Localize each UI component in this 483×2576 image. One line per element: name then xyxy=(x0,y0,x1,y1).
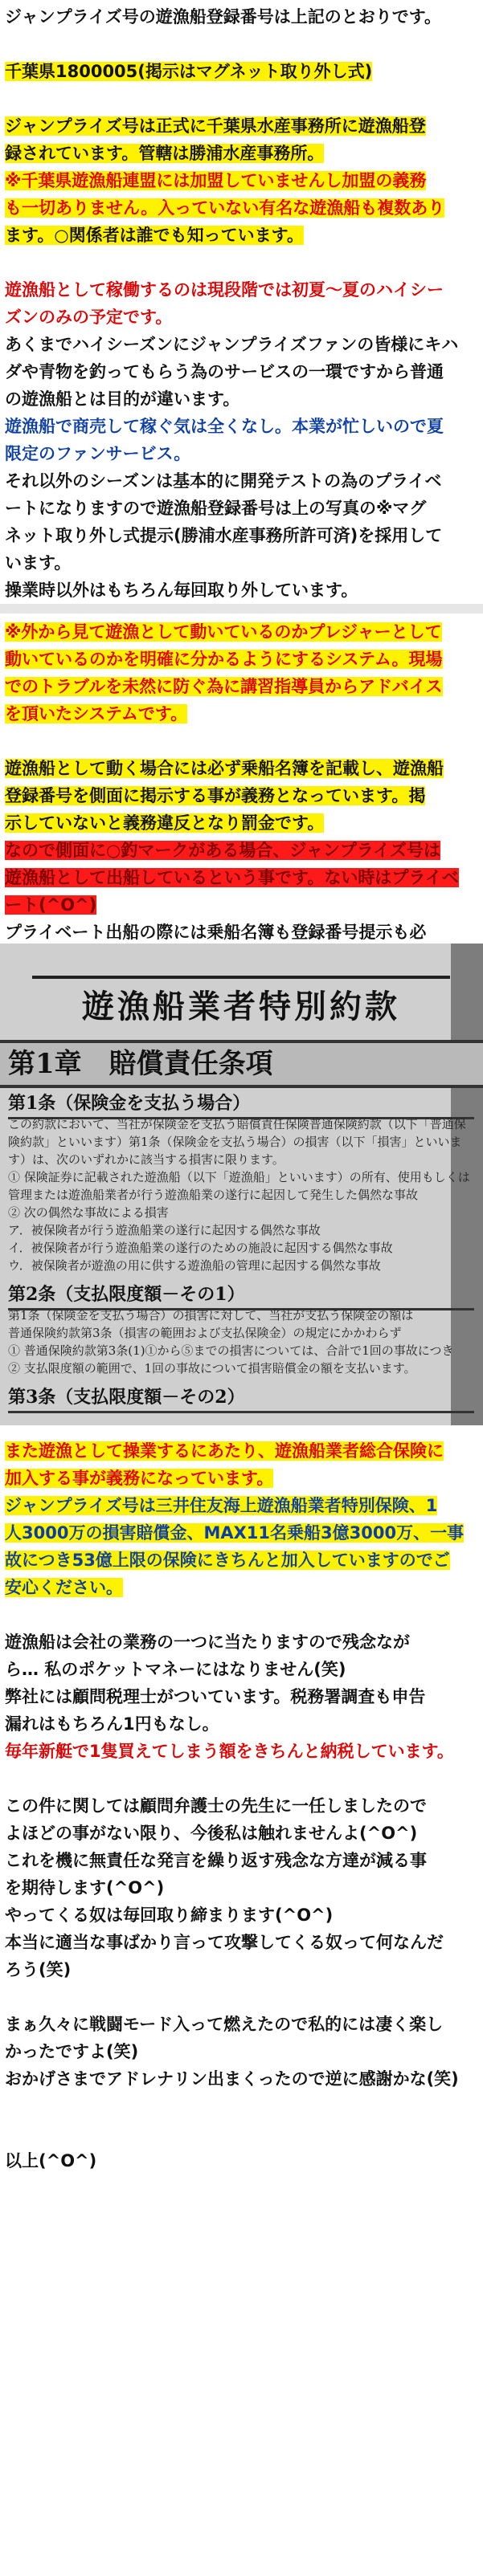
text-line: プライベート出船の際には乗船名簿も登録番号提示も必 xyxy=(5,923,427,942)
text-line: を頂いたシステムです。 xyxy=(5,704,188,723)
article-2-heading: 第2条（支払限度額－その1） xyxy=(8,1281,474,1310)
scanned-insurance-document xyxy=(0,944,483,1425)
text-line: 遊漁船として出船しているという事です。ない時はプライベ xyxy=(5,868,459,887)
text-line: 遊漁船は会社の業務の一つに当たりますので残念なが xyxy=(5,1632,410,1652)
text-line: よほどの事がない限り、今後私は触れませんよ(^O^) xyxy=(5,1824,418,1843)
document-line: す）は、次のいずれかに該当する損害に限ります。 xyxy=(8,1152,284,1167)
text-line xyxy=(5,85,477,112)
text-line: まぁ久々に戦闘モード入って燃えたので私的には凄く楽し xyxy=(5,2015,444,2034)
notice-section-2 xyxy=(5,618,477,973)
text-line: を期待します(^O^) xyxy=(5,1878,165,1897)
article-3-heading: 第3条（支払限度額－その2） xyxy=(8,1384,474,1413)
document-line: 管理または遊漁船業者が行う遊漁船業の遂行に起因して発生した偶然な事故 xyxy=(8,1188,419,1202)
text-line: ズンのみの予定です。 xyxy=(5,308,173,327)
document-line: ア．被保険者が行う遊漁船業の遂行に起因する偶然な事故 xyxy=(8,1223,321,1237)
text-line: ジャンプライズ号の遊漁船登録番号は上記のとおりです。 xyxy=(5,7,442,26)
text-line: それ以外のシーズンは基本的に開発テストの為のプライベ xyxy=(5,471,442,491)
text-line: 限定のファンサービス。 xyxy=(5,444,191,463)
text-line: ダや青物を釣ってもらう為のサービスの一環ですから普通 xyxy=(5,362,444,381)
document-line: ② 次の偶然な事故による損害 xyxy=(8,1205,169,1220)
document-line: ① 保険証券に記載された遊漁船（以下「遊漁船」といいます）の所有、使用もしくは xyxy=(8,1170,470,1184)
text-line: ジャンプライズ号は三井住友海上遊漁船業者特別保険、1 xyxy=(5,1496,438,1515)
article-2-text xyxy=(8,1306,474,1377)
text-line xyxy=(5,2093,477,2120)
text-line: 遊漁船として稼働するのは現段階では初夏〜夏のハイシー xyxy=(5,280,444,300)
text-line: ジャンプライズ号は正式に千葉県水産事務所に遊漁船登 xyxy=(5,116,426,136)
text-line xyxy=(5,249,477,276)
notice-section-1 xyxy=(5,3,477,604)
text-line: ートになりますので遊漁船登録番号は上の写真の※マグ xyxy=(5,499,427,518)
text-line: 示していないと義務違反となり罰金です。 xyxy=(5,813,325,833)
text-line xyxy=(5,1983,477,2011)
document-line: 第1条（保険金を支払う場合）の損害に対して、当社が支払う保険金の額は xyxy=(8,1308,414,1323)
document-line: ① 普通保険約款第3条(1)①から⑤までの損害については、合計で1回の事故につき xyxy=(8,1343,454,1358)
text-line xyxy=(5,728,477,755)
document-line: ウ．被保険者が遊漁の用に供する遊漁船の管理に起因する偶然な事故 xyxy=(8,1258,381,1273)
article-1-heading: 第1条（保険金を支払う場合） xyxy=(8,1090,474,1119)
article-1-text xyxy=(8,1115,474,1274)
document-line: 普通保険約款第3条（損害の範囲および支払保険金）の規定にかかわらず xyxy=(8,1326,402,1340)
document-line: この約款において、当社が保険金を支払う賠償責任保険普通保険約款（以下「普通保 xyxy=(8,1117,466,1131)
text-line: 本当に適当な事ばかり言って攻撃してくる奴って何なんだ xyxy=(5,1933,444,1952)
text-line: 以上(^O^) xyxy=(5,2151,97,2170)
text-line: ろう(笑) xyxy=(5,1960,72,1979)
text-line: ※外から見て遊漁として動いているのかプレジャーとして xyxy=(5,622,442,642)
text-line: 安心ください。 xyxy=(5,1578,123,1597)
text-line: なので側面に○釣マークがある場合、ジャンプライズ号は xyxy=(5,841,441,860)
text-line: 千葉県1800005(掲示はマグネット取り外し式) xyxy=(5,62,373,81)
divider xyxy=(0,604,483,613)
text-line: また遊漁として操業するにあたり、遊漁船業者総合保険に xyxy=(5,1441,444,1461)
text-line: も一切ありません。入っていない有名な遊漁船も複数あり xyxy=(5,198,445,218)
text-line: ます。○関係者は誰でも知っています。 xyxy=(5,226,304,245)
text-line: おかげさまでアドレナリン出まくったので逆に感謝かな(笑) xyxy=(5,2069,459,2089)
text-line: ※千葉県遊漁船連盟には加盟していませんし加盟の義務 xyxy=(5,171,427,190)
text-line xyxy=(5,1765,477,1792)
text-line: ネット取り外し式提示(勝浦水産事務所許可済)を採用して xyxy=(5,526,443,545)
text-line xyxy=(5,31,477,58)
text-line: 人3000万の損害賠償金、MAX11名乗船3億3000万、一事 xyxy=(5,1523,465,1543)
text-line: の遊漁船とは目的が違います。 xyxy=(5,389,240,409)
chapter-heading: 第1章 賠償責任条項 xyxy=(0,1040,483,1088)
document-title: 遊漁船業者特別約款 xyxy=(32,976,450,1035)
text-line: 漏れはもちろん1円もなし。 xyxy=(5,1714,219,1734)
text-line: 毎年新艇で1隻買えてしまう額をきちんと納税しています。 xyxy=(5,1742,454,1761)
document-line: 険約款」といいます）第1条（保険金を支払う場合）の損害（以下「損害」といいま xyxy=(8,1135,462,1149)
text-line: 故につき53億上限の保険にきちんと加入していますのでご xyxy=(5,1551,450,1570)
text-line: 操業時以外はもちろん毎回取り外しています。 xyxy=(5,581,358,600)
text-line: います。 xyxy=(5,553,72,573)
text-line xyxy=(5,1601,477,1628)
text-line: 弊社には顧問税理士がついています。税務署調査も申告 xyxy=(5,1687,426,1706)
text-line: あくまでハイシーズンにジャンプライズファンの皆様にキハ xyxy=(5,335,459,354)
text-line: かったですよ(笑) xyxy=(5,2042,139,2061)
text-line: 登録番号を側面に掲示する事が義務となっています。掲 xyxy=(5,786,426,805)
notice-section-3 xyxy=(5,1437,477,2175)
document-line: イ．被保険者が行う遊漁船業の遂行のための施設に起因する偶然な事故 xyxy=(8,1241,393,1255)
text-line: 遊漁船として動く場合には必ず乗船名簿を記載し、遊漁船 xyxy=(5,759,444,778)
text-line: 動いているのかを明確に分かるようにするシステム。現場 xyxy=(5,650,443,669)
text-line: 録されています。管轄は勝浦水産事務所。 xyxy=(5,144,325,163)
text-line: 遊漁船で商売して稼ぐ気は全くなし。本業が忙しいので夏 xyxy=(5,417,444,436)
text-line xyxy=(5,2120,477,2147)
text-line: ら… 私のポケットマネーにはなりません(笑) xyxy=(5,1660,346,1679)
text-line: ート(^O^) xyxy=(5,895,97,915)
document-line: ② 支払限度額の範囲で、1回の事故について損害賠償金の額を支払います。 xyxy=(8,1361,416,1376)
text-line: この件に関しては顧問弁護士の先生に一任しましたので xyxy=(5,1796,427,1816)
text-line: 加入する事が義務になっています。 xyxy=(5,1469,274,1488)
text-line: でのトラブルを未然に防ぐ為に講習指導員からアドバイス xyxy=(5,677,443,696)
text-line: これを機に無責任な発言を繰り返す残念な方達が減る事 xyxy=(5,1851,427,1870)
text-line: やってくる奴は毎回取り締まります(^O^) xyxy=(5,1906,334,1925)
